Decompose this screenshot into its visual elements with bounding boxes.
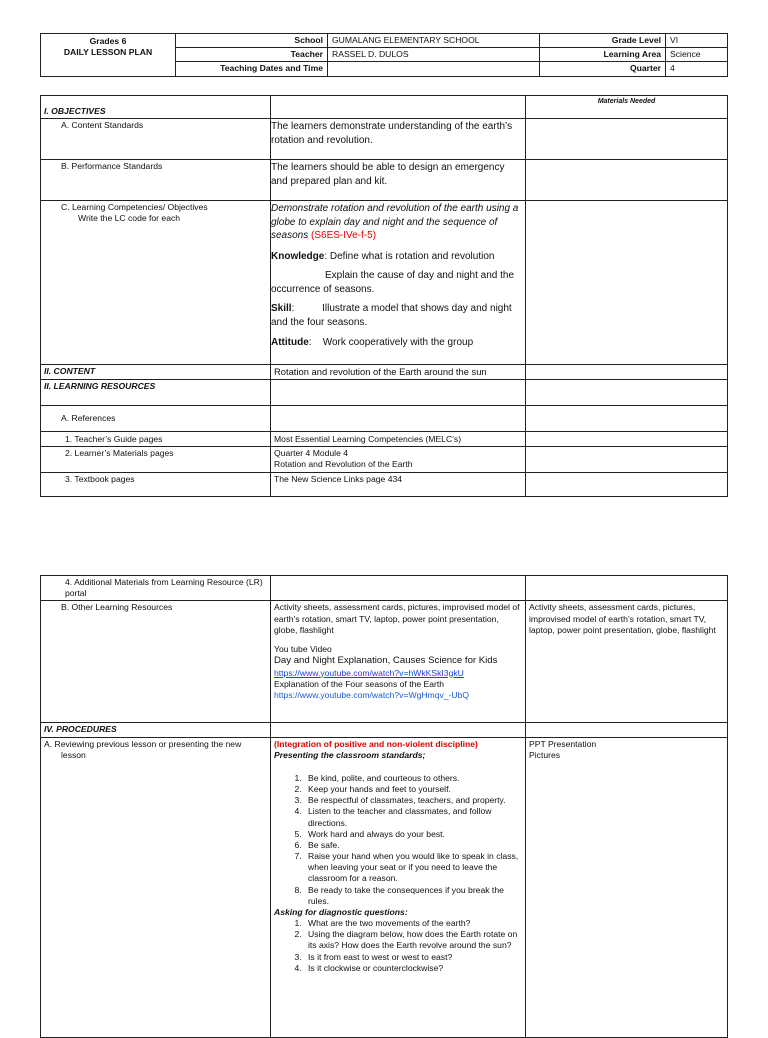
performance-standards-text: The learners should be able to design an emergency and prepared plan and kit.: [271, 160, 526, 201]
diagnostic-text: Asking for diagnostic questions:: [274, 906, 408, 917]
tg-label: 1. Teacher’s Guide pages: [41, 432, 271, 447]
lc-content: [271, 201, 526, 365]
content-materials: [526, 365, 728, 380]
other-resources-text: Activity sheets, assessment cards, pictures, improvised model of earth’s rotation, smart TV, laptop, power point presentation, globe, flashlight: [274, 602, 520, 635]
question-item: 2. Using the diagram below, how does the Earth rotate on its axis? How does the Earth revolve around the sun?: [304, 929, 522, 951]
materials-header-cell: [526, 96, 728, 119]
procedures-table: [40, 575, 728, 1038]
resources-label-cell: [41, 380, 271, 406]
objectives-content-cell: [271, 96, 526, 119]
add-mat-text: [271, 576, 526, 601]
attitude-text: Work cooperatively with the group: [322, 337, 474, 348]
seasons-text: Explanation of the Four seasons of the Earth: [274, 678, 445, 689]
plan-title: DAILY LESSON PLAN: [63, 47, 153, 58]
references-materials: [526, 406, 728, 432]
lm-line-2: Rotation and Revolution of the Earth: [274, 459, 413, 470]
review-materials-1: PPT Presentation: [529, 738, 597, 749]
skill-line: Skill: Illustrate a model that shows day and night and the four seasons.: [271, 303, 512, 328]
lc-code: (S6ES-IVe-f-5): [311, 230, 377, 241]
questions-list: [274, 918, 522, 974]
school-label: School: [176, 34, 328, 48]
teacher-label: Teacher: [176, 48, 328, 62]
video-link[interactable]: https://www.youtube.com/watch?v=hWkKSkI3gkU: [274, 667, 464, 678]
performance-standards-label: B. Performance Standards: [41, 160, 271, 201]
resources-text: [271, 380, 526, 406]
lc-materials: [526, 201, 728, 365]
quarter-label: Quarter: [540, 62, 666, 76]
lm-label: 2. Learner’s Materials pages: [41, 447, 271, 473]
tb-text: The New Science Links page 434: [271, 473, 526, 497]
content-label-cell: [41, 365, 271, 380]
review-content: [271, 737, 526, 1037]
other-resources-label: B. Other Learning Resources: [41, 601, 271, 723]
procedures-text: [271, 723, 526, 737]
title-cell: [41, 34, 176, 77]
tg-materials: [526, 432, 728, 447]
review-label: A. Reviewing previous lesson or presenting the new lesson: [44, 738, 242, 760]
materials-header: Materials Needed: [597, 98, 656, 105]
dates-value: [328, 62, 540, 76]
video-title: Day and Night Explanation, Causes Science for Kids: [274, 655, 498, 667]
knowledge-line: [271, 250, 522, 264]
lm-text: [271, 447, 526, 473]
references-text: [271, 406, 526, 432]
standard-item: 8. Be ready to take the consequences if you break the rules.: [304, 885, 522, 907]
lc-text: Demonstrate rotation and revolution of the earth using a globe to explain day and night and the sequence of seasons: [271, 203, 519, 241]
lc-objective: [271, 202, 522, 243]
quarter-value: 4: [666, 62, 728, 76]
content-standards-text: The learners demonstrate understanding of the earth’s rotation and revolution.: [271, 119, 526, 160]
knowledge-text: : Define what is rotation and revolution: [324, 250, 495, 262]
procedures-materials: [526, 723, 728, 737]
objectives-label: I. OBJECTIVES: [44, 105, 106, 116]
other-resources-content: [271, 601, 526, 723]
standard-item: 4. Listen to the teacher and classmates, and follow directions.: [304, 806, 522, 828]
dates-label: Teaching Dates and Time: [176, 62, 328, 76]
attitude-line: Attitude: Work cooperatively with the group: [271, 337, 474, 348]
lc-label-cell: [41, 201, 271, 365]
grade-level-label: Grade Level: [540, 34, 666, 48]
objectives-table: [40, 95, 728, 497]
lc-sublabel: Write the LC code for each: [78, 213, 181, 224]
standard-item: 2. Keep your hands and feet to yourself.: [304, 784, 522, 795]
standard-item: 1. Be kind, polite, and courteous to others.: [304, 773, 522, 784]
teacher-value: RASSEL D. DULOS: [328, 48, 540, 62]
lm-materials: [526, 447, 728, 473]
review-materials: [526, 737, 728, 1037]
content-text: Rotation and revolution of the Earth around the sun: [271, 365, 526, 380]
presenting-text: Presenting the classroom standards;: [274, 749, 426, 760]
other-resources-materials: Activity sheets, assessment cards, pictures, improvised model of earth’s rotation, smart TV, laptop, power point presentation, globe, flashlight: [526, 601, 728, 723]
add-mat-label: 4. Additional Materials from Learning Resource (LR) portal: [41, 576, 271, 601]
performance-standards-materials: [526, 160, 728, 201]
question-item: 4. Is it clockwise or counterclockwise?: [304, 963, 522, 974]
objectives-label-cell: [41, 96, 271, 119]
tg-text: Most Essential Learning Competencies (MELC’s): [271, 432, 526, 447]
knowledge-line-2: Explain the cause of day and night and the occurrence of seasons.: [271, 270, 515, 295]
references-label: A. References: [41, 406, 271, 432]
standard-item: 5. Work hard and always do your best.: [304, 829, 522, 840]
resources-materials: [526, 380, 728, 406]
header-table: [40, 33, 728, 77]
school-value: GUMALANG ELEMENTARY SCHOOL: [328, 34, 540, 48]
standard-item: 6. Be safe.: [304, 840, 522, 851]
lc-label: C. Learning Competencies/ Objectives: [61, 202, 208, 212]
grades-title: Grades 6: [89, 36, 127, 46]
youtube-label: You tube Video: [274, 643, 332, 654]
grade-level-value: VI: [666, 34, 728, 48]
standards-list: [274, 773, 522, 907]
review-label-cell: [41, 737, 271, 1037]
tb-label: 3. Textbook pages: [41, 473, 271, 497]
knowledge-label: Knowledge: [271, 250, 325, 262]
standard-item: 7. Raise your hand when you would like to speak in class, when leaving your seat or if you need to leave the classroom for a reason.: [304, 851, 522, 885]
question-item: 3. Is it from east to west or west to east?: [304, 952, 522, 963]
skill-text: Illustrate a model that shows day and night and the four seasons.: [271, 303, 512, 328]
attitude-label: Attitude: [271, 337, 309, 348]
question-item: 1. What are the two movements of the earth?: [304, 918, 522, 929]
content-label: II. CONTENT: [44, 366, 96, 376]
add-mat-materials: [526, 576, 728, 601]
integration-text: (Integration of positive and non-violent discipline): [274, 738, 478, 749]
standard-item: 3. Be respectful of classmates, teachers, and property.: [304, 795, 522, 806]
procedures-label-cell: [41, 723, 271, 737]
area-value: Science: [666, 48, 728, 62]
procedures-label: IV. PROCEDURES: [44, 724, 117, 735]
skill-label: Skill: [271, 303, 292, 314]
lm-line-1: Quarter 4 Module 4: [274, 448, 349, 459]
content-standards-materials: [526, 119, 728, 160]
review-materials-2: Pictures: [529, 749, 561, 760]
resources-label: II. LEARNING RESOURCES: [44, 381, 156, 392]
tb-materials: [526, 473, 728, 497]
area-label: Learning Area: [540, 48, 666, 62]
content-standards-label: A. Content Standards: [41, 119, 271, 160]
seasons-link[interactable]: https://www.youtube.com/watch?v=WgHmqv_-UbQ: [274, 689, 470, 700]
